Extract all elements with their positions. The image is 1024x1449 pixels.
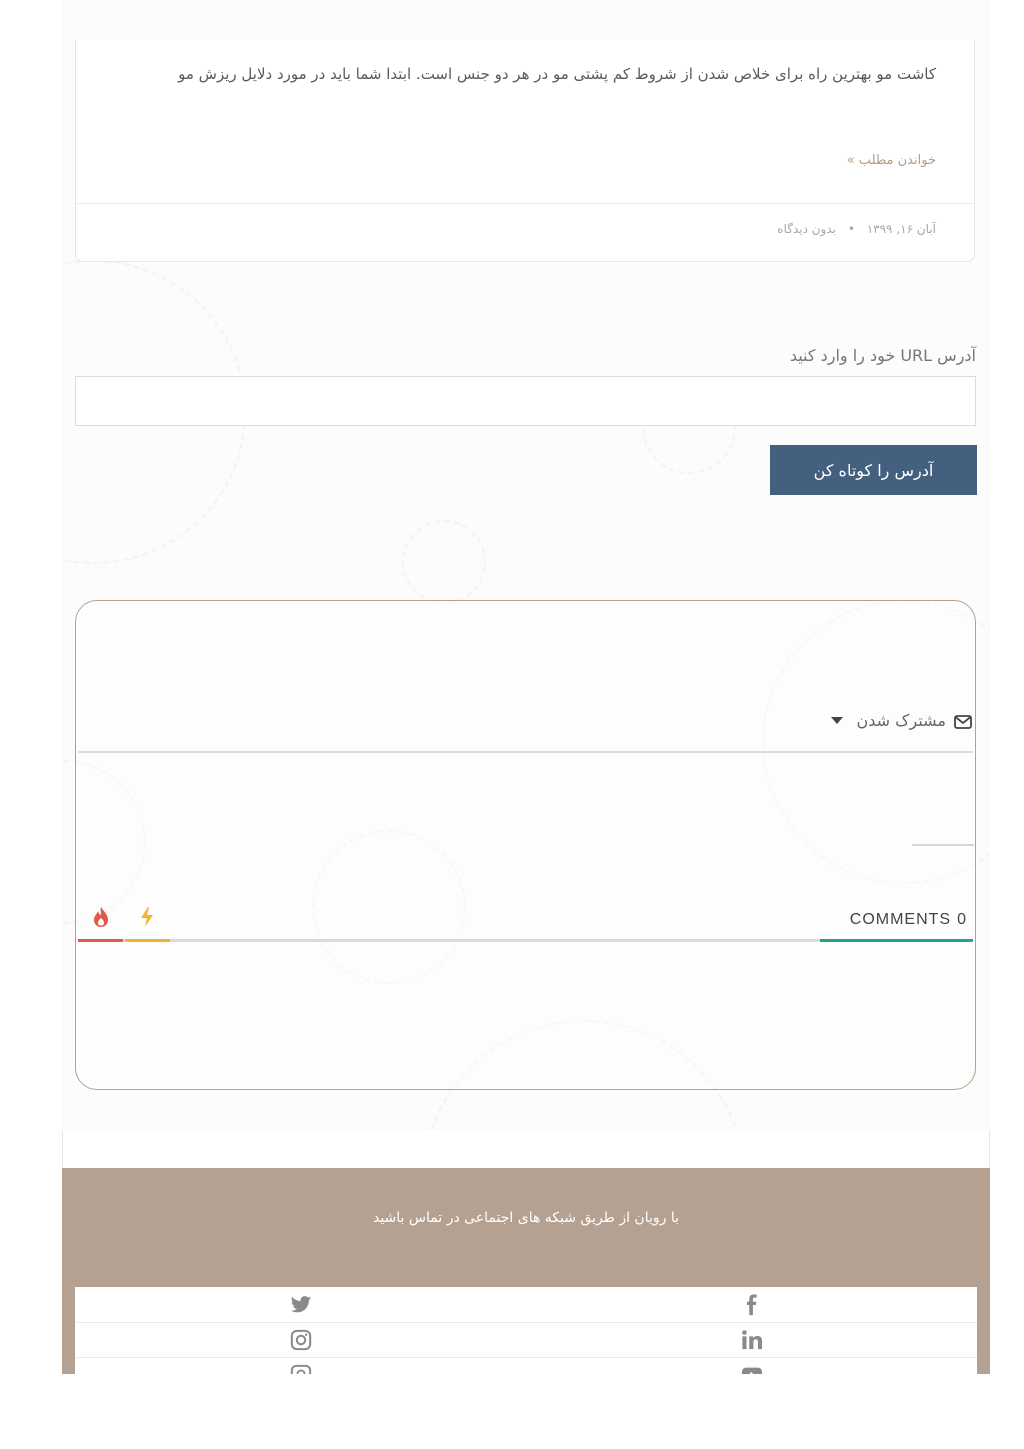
subscribe-label: مشترک شدن bbox=[856, 711, 946, 730]
post-card bbox=[75, 40, 975, 262]
url-input-label: آدرس URL خود را وارد کنید bbox=[789, 346, 976, 365]
youtube-link[interactable] bbox=[526, 1357, 977, 1374]
envelope-icon bbox=[954, 714, 972, 728]
divider bbox=[78, 751, 973, 753]
post-meta-text bbox=[777, 222, 936, 236]
hot-tab[interactable] bbox=[78, 906, 123, 932]
comments-tab[interactable] bbox=[850, 911, 967, 929]
comments-section bbox=[75, 600, 976, 1090]
shorten-url-button[interactable]: آدرس را کوتاه کن bbox=[770, 445, 977, 495]
subscribe-dropdown[interactable] bbox=[831, 711, 972, 730]
social-links bbox=[75, 1287, 977, 1374]
twitter-icon bbox=[290, 1294, 312, 1316]
facebook-link[interactable] bbox=[526, 1287, 977, 1322]
post-excerpt: کاشت مو بهترین راه برای خلاص شدن از شروط کم پشتی مو در هر دو جنس است. ابتدا شما باید در مورد دلایل ریزش مو bbox=[178, 65, 936, 83]
trending-tab-indicator bbox=[125, 939, 170, 942]
twitter-link[interactable] bbox=[75, 1287, 526, 1322]
chevron-down-icon bbox=[831, 717, 843, 724]
footer-top-strip bbox=[62, 1130, 990, 1168]
tabs-underline bbox=[78, 939, 973, 942]
fire-icon bbox=[92, 906, 110, 928]
pinterest-icon bbox=[290, 1364, 312, 1375]
decorative-circle bbox=[402, 520, 486, 604]
social-row bbox=[75, 1287, 977, 1323]
footer bbox=[62, 1168, 990, 1374]
meta-separator: • bbox=[847, 222, 855, 236]
post-comments-count[interactable]: بدون دیدگاه bbox=[777, 222, 836, 236]
instagram-icon bbox=[290, 1329, 312, 1351]
instagram-link[interactable] bbox=[75, 1322, 526, 1357]
social-row bbox=[75, 1322, 977, 1358]
post-meta bbox=[76, 203, 974, 261]
comments-tab-indicator bbox=[820, 939, 973, 942]
comments-tab-label: COMMENTS bbox=[849, 911, 952, 928]
post-date: آبان ۱۶, ۱۳۹۹ bbox=[866, 222, 936, 236]
linkedin-icon bbox=[741, 1329, 763, 1351]
pinterest-link[interactable] bbox=[75, 1357, 526, 1374]
hot-tab-indicator bbox=[78, 939, 123, 942]
read-more-link[interactable]: خواندن مطلب » bbox=[846, 153, 936, 168]
youtube-icon bbox=[741, 1364, 763, 1375]
trending-tab[interactable] bbox=[124, 906, 169, 932]
facebook-icon bbox=[741, 1294, 763, 1316]
comments-count: 0 bbox=[957, 911, 967, 928]
url-input[interactable] bbox=[75, 376, 976, 426]
divider bbox=[912, 844, 974, 846]
social-row bbox=[75, 1357, 977, 1374]
footer-tagline: با رویان از طریق شبکه های اجتماعی در تماس باشید bbox=[372, 1210, 680, 1226]
lightning-icon bbox=[139, 906, 155, 928]
linkedin-link[interactable] bbox=[526, 1322, 977, 1357]
